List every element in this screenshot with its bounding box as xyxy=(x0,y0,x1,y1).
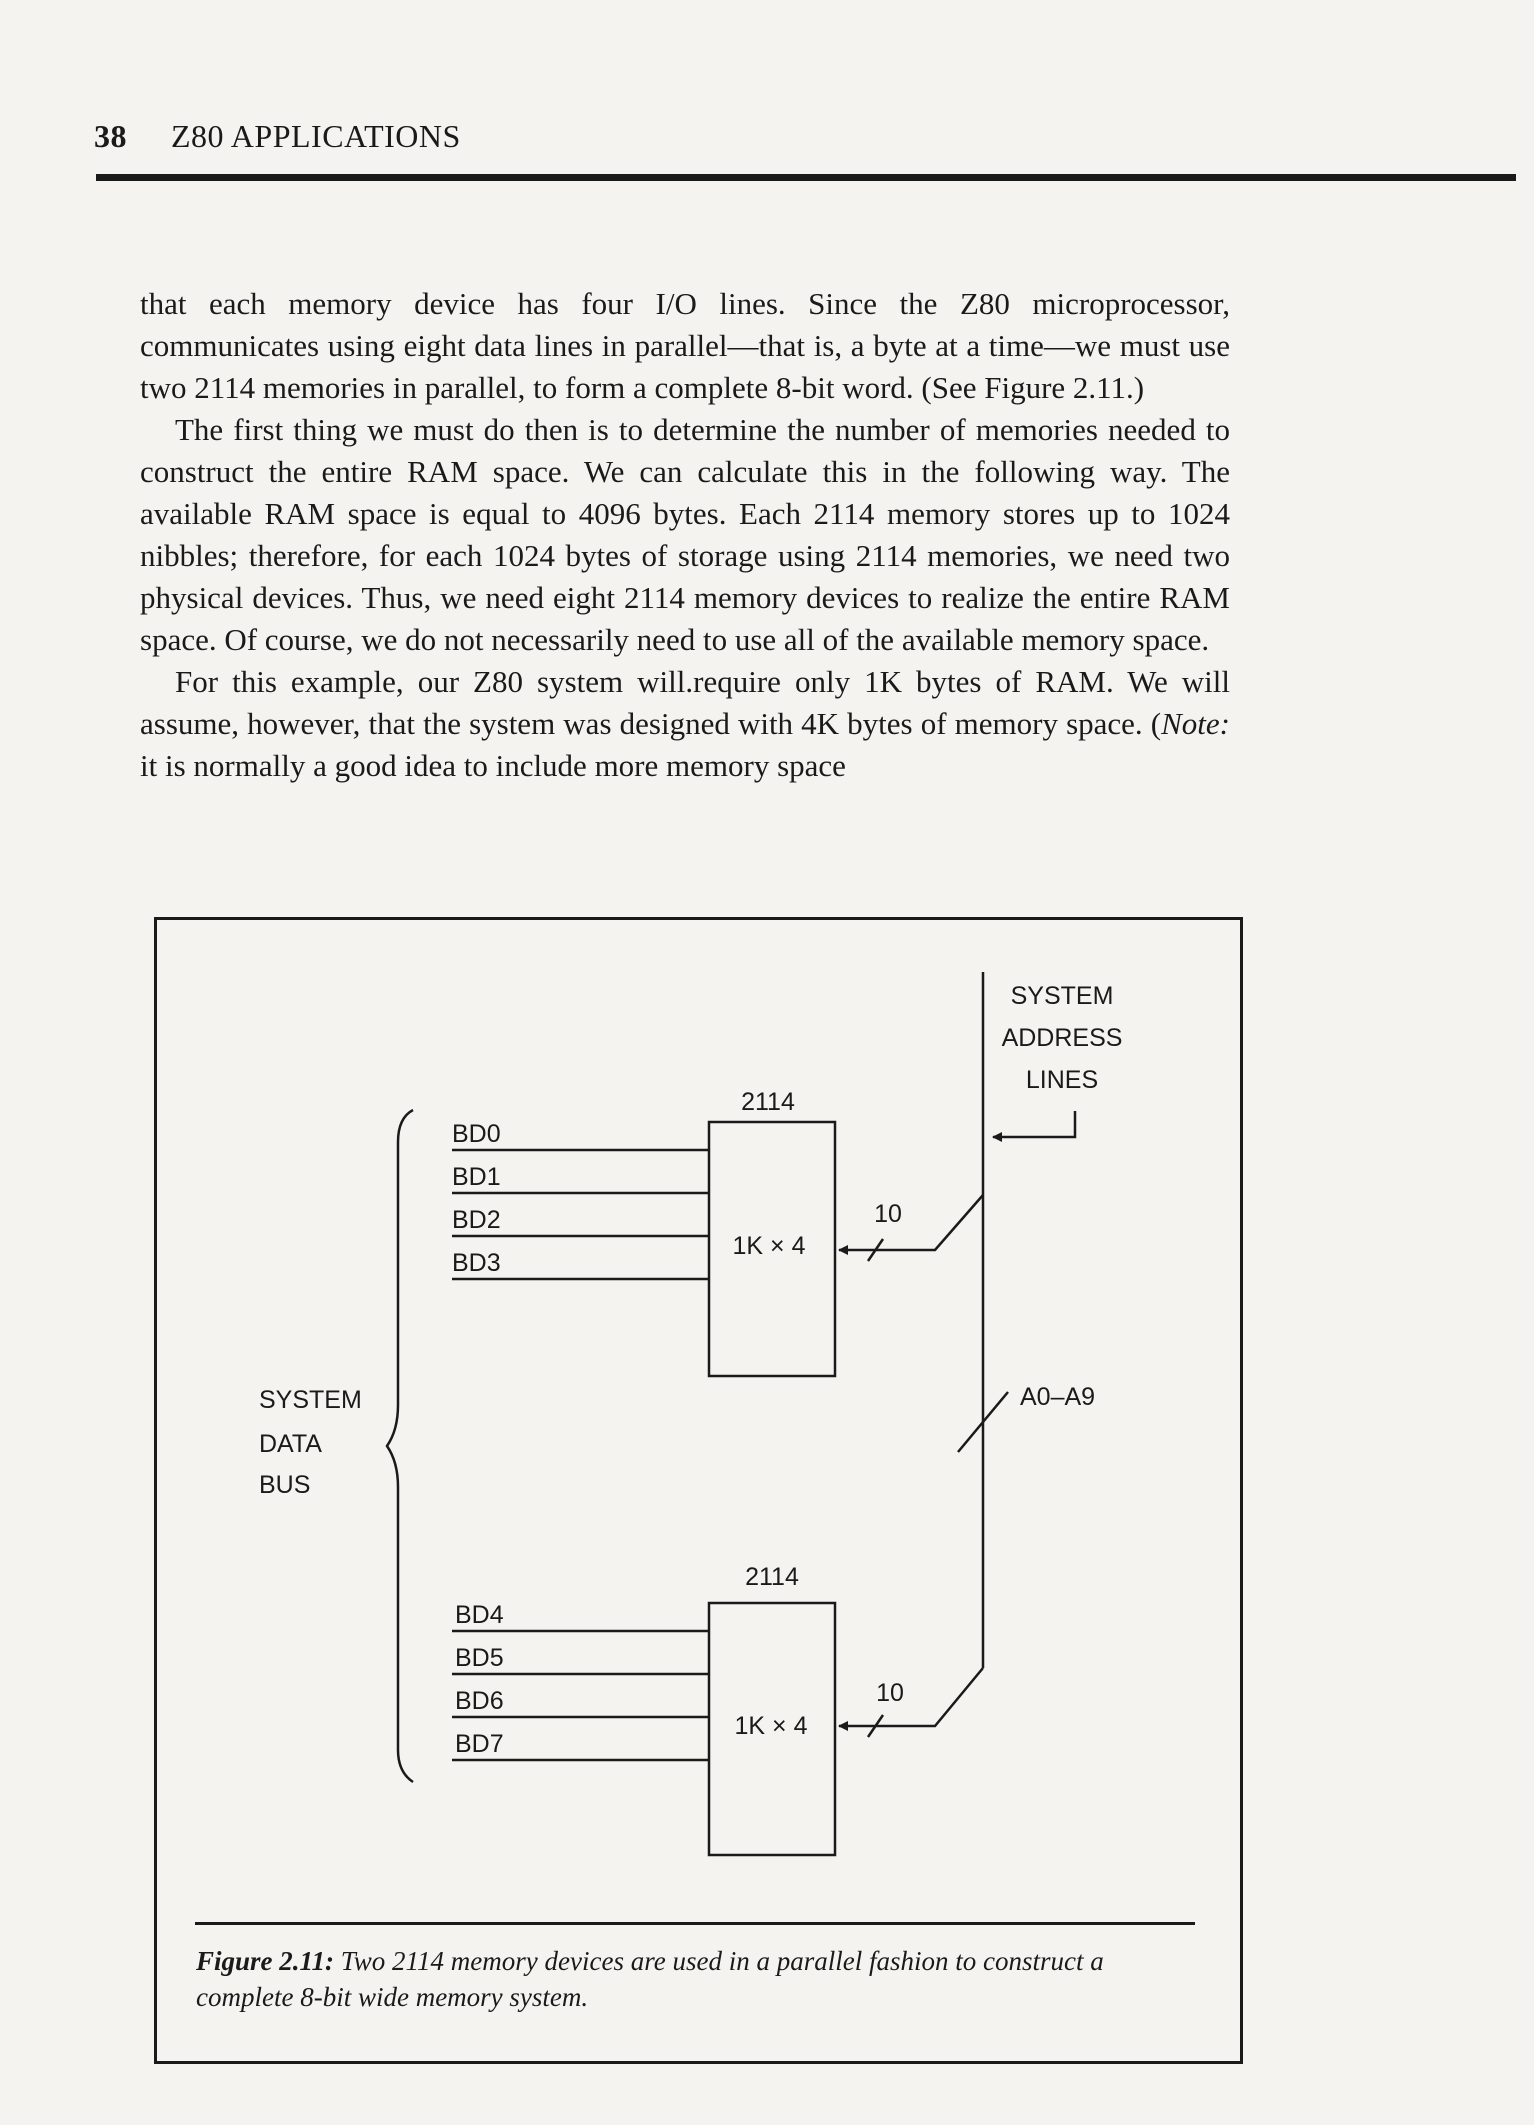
data-bus-label-1: SYSTEM xyxy=(259,1386,362,1414)
chip-2-address-line xyxy=(839,1668,983,1726)
page-number: 38 xyxy=(94,118,127,154)
chip-1-data-label-4: BD3 xyxy=(452,1249,501,1277)
address-lines-label-1: SYSTEM xyxy=(1010,982,1114,1010)
chip-2-addr-width: 10 xyxy=(876,1679,904,1707)
data-bus-label-3: BUS xyxy=(259,1471,311,1499)
chip-2-data-label-3: BD6 xyxy=(455,1687,504,1715)
chip-2-data-label-4: BD7 xyxy=(455,1730,504,1758)
chip-1-address-line xyxy=(839,1195,983,1250)
paragraph-3-text-a: For this example, our Z80 system will.require only 1K bytes of RAM. We will assume, however, that the system was designed with 4K bytes of memory space. ( xyxy=(140,664,1230,741)
chip-1-org-label: 1K × 4 xyxy=(732,1232,806,1260)
figure-caption xyxy=(196,1943,1196,2015)
chip-2-org-label: 1K × 4 xyxy=(734,1712,808,1740)
address-in-arrow xyxy=(993,1111,1075,1137)
chip-1-data-label-1: BD0 xyxy=(452,1120,501,1148)
chip-2-data-label-2: BD5 xyxy=(455,1644,504,1672)
address-lines-label-2: ADDRESS xyxy=(1001,1024,1123,1052)
running-title: Z80 APPLICATIONS xyxy=(171,118,461,154)
address-lines-label-3: LINES xyxy=(1025,1066,1099,1094)
paragraph-2: The first thing we must do then is to determine the number of memories needed to construct the entire RAM space. We can calculate this in the following way. The available RAM space is equal to 4096 bytes. Each 2114 memory stores up to 1024 nibbles; therefore, for each 1024 bytes of storage using 2114 memories, we need two physical devices. Thus, we need eight 2114 memory devices to realize the entire RAM space. Of course, we do not necessarily need to use all of the available memory space. xyxy=(140,412,1230,657)
chip-1-addr-width: 10 xyxy=(874,1200,902,1228)
chip-2-part-label: 2114 xyxy=(745,1563,799,1591)
data-bus-label-2: DATA xyxy=(259,1430,322,1458)
caption-label: Figure 2.11: xyxy=(196,1946,335,1976)
caption-text: Two 2114 memory devices are used in a parallel fashion to construct a complete 8-bit wide memory system. xyxy=(196,1946,1104,2012)
chip-1-data-label-2: BD1 xyxy=(452,1163,501,1191)
paragraph-1: that each memory device has four I/O lines. Since the Z80 microprocessor, communicates using eight data lines in parallel—that is, a byte at a time—we must use two 2114 memories in parallel, to form a complete 8-bit word. (See Figure 2.11.) xyxy=(140,286,1230,405)
data-bus-brace xyxy=(387,1110,413,1782)
address-bus-label: A0–A9 xyxy=(1020,1383,1096,1411)
paragraph-3-text-b: it is normally a good idea to include more memory space xyxy=(140,748,846,783)
chip-1-data-label-3: BD2 xyxy=(452,1206,501,1234)
chip-1-part-label: 2114 xyxy=(741,1088,795,1116)
note-label: Note: xyxy=(1161,706,1230,741)
chip-2-data-label-1: BD4 xyxy=(455,1601,504,1629)
caption-rule xyxy=(195,1922,1195,1925)
